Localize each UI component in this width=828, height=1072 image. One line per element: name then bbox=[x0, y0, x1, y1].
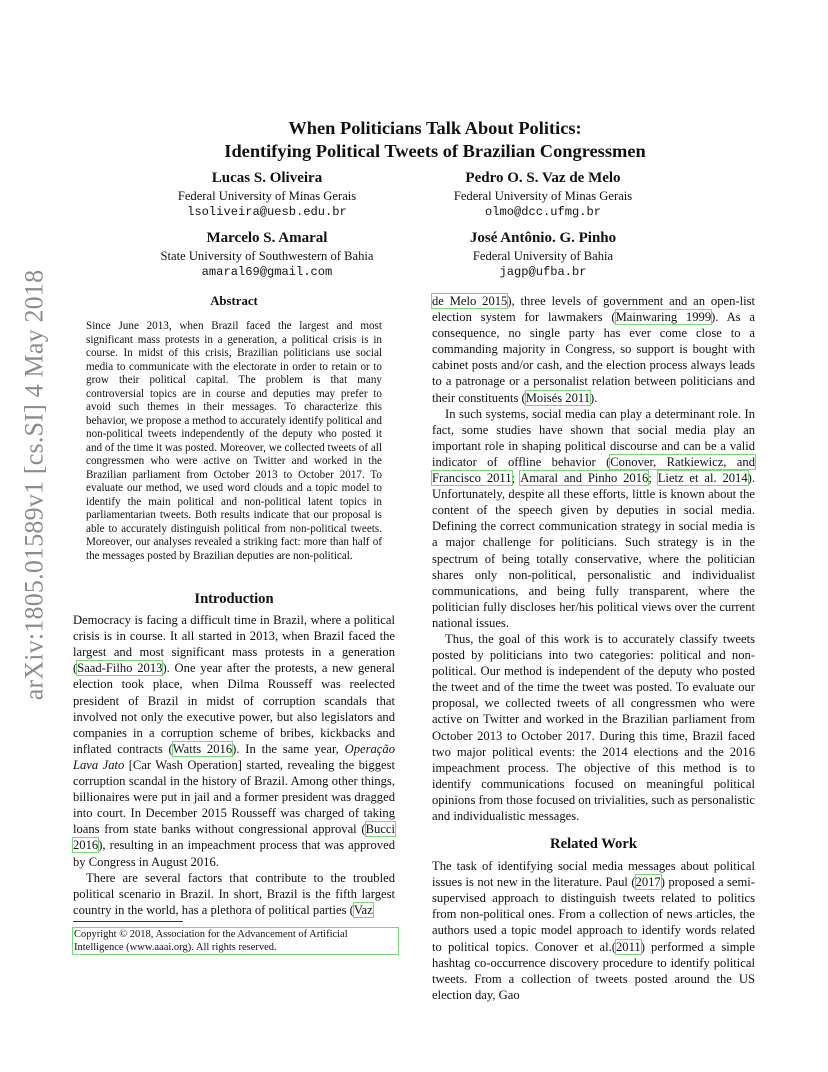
emphasis-text: Operação Lava Jato bbox=[73, 741, 395, 772]
author-email: jagp@ufba.br bbox=[499, 265, 587, 279]
author-email: lsoliveira@uesb.edu.br bbox=[187, 205, 347, 219]
left-column bbox=[73, 293, 395, 918]
abstract-text: Since June 2013, when Brazil faced the largest and most significant mass protests in a generation, a political crisis is in course. In midst of this crisis, Brazilian politicians use social media to communicate with the electorate in order to retain or to grow their political capital. The problem is that many controversial topics are in course and deputies may prefer to avoid such themes in their messages. To characterize this behavior, we propose a method to accurately identify political and non-political tweets independently of the deputy who posted it and of the time it was posted. Moreover, we collected tweets of all congressmen who were active on Twitter and worked in the Brazilian parliament from October 2013 to October 2017. To evaluate our method, we used word clouds and a topic model to identify the main political and non-political latent topics in parliamentarian tweets. Both results indicate that our proposal is able to accurately distinguish political from non-political tweets. Moreover, our analyses revealed a striking fact: more than half of the messages posted by Brazilian deputies are non-political. bbox=[86, 320, 382, 562]
abstract-heading: Abstract bbox=[210, 294, 258, 308]
footnote-rule bbox=[73, 921, 183, 922]
author-name: Pedro O. S. Vaz de Melo bbox=[465, 170, 621, 186]
author-email: amaral69@gmail.com bbox=[201, 265, 333, 279]
arxiv-identifier-text: arXiv:1805.01589v1 [cs.SI] 4 May 2018 bbox=[19, 269, 49, 701]
title-line-1: When Politicians Talk About Politics: bbox=[288, 118, 582, 138]
arxiv-identifier-stamp bbox=[14, 269, 54, 701]
author-affiliation: State University of Southwestern of Bahia bbox=[160, 249, 374, 263]
right-paragraph-1: de Melo 2015), three levels of government and an open-list election system for lawmakers (Mainwaring 1999). As a consequence, no single party has ever come close to a commanding majority in Congress, so support is bought with cabinet posts and/or cash, and the election process always leads to a patronage or a personalist relation between politicians and their constituents (Moisés 2011). bbox=[432, 294, 755, 405]
citation-link[interactable]: de Melo 2015 bbox=[432, 294, 508, 308]
author-block-4 bbox=[373, 229, 713, 280]
right-paragraph-3: Thus, the goal of this work is to accurately classify tweets posted by politicians into two categories: political and non-political. Our method is independent of the deputy who posted the tweet and of the time the tweet was posted. To evaluate our proposal, we collected tweets of all congressmen who were active on Twitter and worked in the Brazilian parliament from October 2013 to October 2017. During this time, Brazil faced two major political events: the 2014 elections and the 2016 impeachment process. The objective of this method is to identify communications focused on meaningful political opinions from those focused on trivialities, such as personalistic and individualistic messages. bbox=[432, 631, 755, 823]
intro-paragraph-1: Democracy is facing a difficult time in Brazil, where a political crisis is in course. It all started in 2013, when Brazil faced the largest and most significant mass protests in a generation (Saad-Filho 2013). One year after the protests, a new general election took place, when Dilma Rousseff was reelected president of Brazil in midst of corruption scandals that involved not only the executive power, but also legislators and companies in a corruption scheme of bribes, kickbacks and inflated contracts (Watts 2016). In the same year, Operação Lava Jato [Car Wash Operation] started, revealing the biggest corruption scandal in the history of Brazil. Among other things, billionaires were put in jail and a former president was dragged into court. In December 2015 Rousseff was charged of taking loans from state banks without congressional approval (Bucci 2016), resulting in an impeachment process that was approved by Congress in August 2016. bbox=[73, 613, 395, 869]
author-block-2 bbox=[373, 169, 713, 220]
citation-link[interactable]: 2011 bbox=[615, 939, 641, 954]
copyright-notice[interactable]: Copyright © 2018, Association for the Advancement of Artificial Intelligence (www.aaai.org). All rights reserved. bbox=[72, 927, 399, 955]
citation-link[interactable]: Vaz bbox=[353, 902, 373, 917]
citation-link[interactable]: Bucci 2016 bbox=[73, 822, 395, 853]
citation-link[interactable]: Lietz et al. 2014 bbox=[657, 471, 748, 486]
citation-link[interactable]: 2017 bbox=[635, 875, 661, 890]
intro-paragraph-2: There are several factors that contribute to the troubled political scenario in Brazil. In short, Brazil is the fifth largest country in the world, has a plethora of political parties (Vaz bbox=[73, 870, 395, 917]
related-work-paragraph: The task of identifying social media messages about political issues is not new in the literature. Paul (2017) proposed a semi-supervised approach to distinguish tweets related to politics from non-political ones. From a collection of news articles, the authors used a topic model approach to identify words related to political topics. Conover et al.(2011) performed a simple hashtag co-occurrence discovery procedure to identify political tweets. From a collection of tweets posted around the US election day, Gao bbox=[432, 859, 755, 1002]
author-affiliation: Federal University of Minas Gerais bbox=[453, 189, 633, 203]
citation-link[interactable]: Mainwaring 1999 bbox=[615, 310, 712, 325]
related-work-heading: Related Work bbox=[550, 836, 637, 853]
author-name: Lucas S. Oliveira bbox=[211, 170, 323, 186]
citation-link[interactable]: Saad-Filho 2013 bbox=[77, 661, 163, 676]
citation-link[interactable]: Watts 2016 bbox=[172, 741, 233, 756]
citation-link[interactable]: Amaral and Pinho 2016 bbox=[520, 471, 649, 486]
citation-link[interactable]: Moisés 2011 bbox=[525, 390, 590, 405]
author-affiliation: Federal University of Minas Gerais bbox=[177, 189, 357, 203]
author-name: Marcelo S. Amaral bbox=[206, 230, 328, 246]
right-paragraph-2: In such systems, social media can play a determinant role. In fact, some studies have shown that social media play an important role in shaping political discourse and can be a valid indicator of offline behavior (Conover, Ratkiewicz, and Francisco 2011; Amaral and Pinho 2016; Lietz et al. 2014). Unfortunately, despite all these efforts, little is known about the content of the speech given by deputies in social media. Defining the correct communication strategy in social media is a major challenge for politicians. Such strategy is in the spectrum of being totally conservative, where the politician shares only non-political, personalistic and individualist communications, and being fully transparent, where the politician fully discloses her/his political views over the current national issues. bbox=[432, 406, 755, 630]
title-line-2: Identifying Political Tweets of Brazilian Congressmen bbox=[224, 141, 646, 161]
paper-title bbox=[150, 117, 720, 163]
author-email: olmo@dcc.ufmg.br bbox=[484, 205, 602, 219]
right-column bbox=[432, 293, 755, 1003]
author-affiliation: Federal University of Bahia bbox=[472, 249, 614, 263]
citation-link[interactable]: Conover, Ratkiewicz, and Francisco 2011 bbox=[432, 454, 755, 486]
introduction-heading: Introduction bbox=[194, 591, 274, 608]
author-name: José Antônio. G. Pinho bbox=[469, 230, 617, 246]
